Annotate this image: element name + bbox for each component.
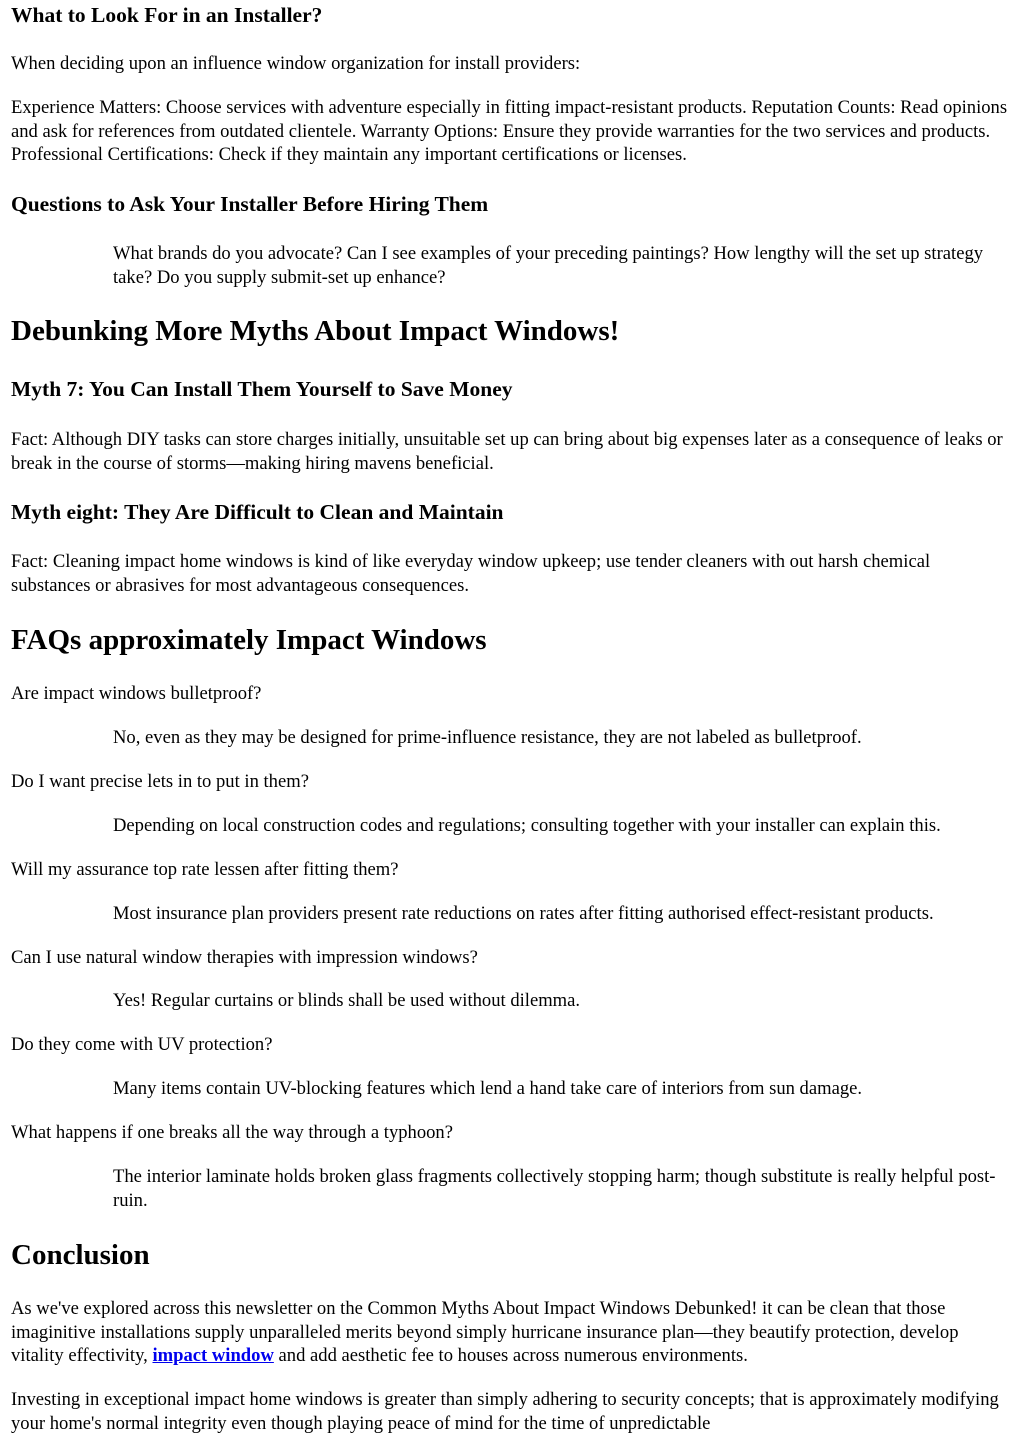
blockquote-questions: What brands do you advocate? Can I see examples of your preceding paintings? How lengthy will the set up strategy take? Do you supply submit-set up enhance? [113,243,984,288]
heading-faqs: FAQs approximately Impact Windows [11,624,487,656]
impact-window-link[interactable]: impact window [152,1345,274,1366]
paragraph-conclusion-2: Investing in exceptional impact home windows is greater than simply adhering to security concepts; that is approximately modifying your home's normal integrity even though playing peace of mind for the time of unpredictable [11,1389,999,1434]
heading-myths: Debunking More Myths About Impact Windows! [11,315,620,347]
faq-answer: Many items contain UV-blocking features which lend a hand take care of interiors from sun damage. [113,1078,863,1099]
heading-myth-8: Myth eight: They Are Difficult to Clean and Maintain [11,500,504,524]
faq-answer: No, even as they may be designed for prime-influence resistance, they are not labeled as bulletproof. [113,727,862,748]
faq-question: Will my assurance top rate lessen after fitting them? [11,859,399,880]
paragraph-myth-8-fact: Fact: Cleaning impact home windows is kind of like everyday window upkeep; use tender cleaners with out harsh chemical substances or abrasives for most advantageous consequences. [11,551,931,596]
paragraph-conclusion-1 [11,1297,1014,1368]
paragraph-installer-intro: When deciding upon an influence window organization for install providers: [11,53,581,74]
heading-installer: What to Look For in an Installer? [11,3,323,27]
heading-conclusion: Conclusion [11,1239,150,1271]
paragraph-myth-7-fact: Fact: Although DIY tasks can store charges initially, unsuitable set up can bring about big expenses later as a consequence of leaks or break in the course of storms—making hiring mavens beneficial. [11,429,1003,474]
heading-myth-7: Myth 7: You Can Install Them Yourself to Save Money [11,377,513,401]
faq-answer: Yes! Regular curtains or blinds shall be used without dilemma. [113,990,581,1011]
paragraph-installer-body: Experience Matters: Choose services with adventure especially in fitting impact-resistant products. Reputation Counts: Read opinions and ask for references from outdated clientele. Warranty Options: Ensure they provide warranties for the two services and products. Professional Certifications: Check if they maintain any important certifications or licenses. [11,97,1008,165]
conclusion-text-before-link: As we've explored across this newsletter on the Common Myths About Impact Windows Debunked! it can be clean that those imaginitive installations supply unparalleled merits beyond simply hurricane insurance plan—they beautify protection, develop vitality effectivity, [11,1298,959,1366]
faq-answer: Most insurance plan providers present rate reductions on rates after fitting authorised effect-resistant products. [113,903,934,924]
faq-answer: Depending on local construction codes and regulations; consulting together with your installer can explain this. [113,815,941,836]
conclusion-text-after-link: and add aesthetic fee to houses across numerous environments. [273,1345,748,1366]
faq-answer: The interior laminate holds broken glass fragments collectively stopping harm; though substitute is really helpful post-ruin. [113,1166,996,1211]
faq-question: Do they come with UV protection? [11,1034,273,1055]
faq-question: What happens if one breaks all the way through a typhoon? [11,1122,453,1143]
faq-question: Do I want precise lets in to put in them? [11,771,309,792]
faq-question: Are impact windows bulletproof? [11,683,262,704]
heading-questions: Questions to Ask Your Installer Before Hiring Them [11,192,489,216]
faq-question: Can I use natural window therapies with impression windows? [11,947,478,968]
